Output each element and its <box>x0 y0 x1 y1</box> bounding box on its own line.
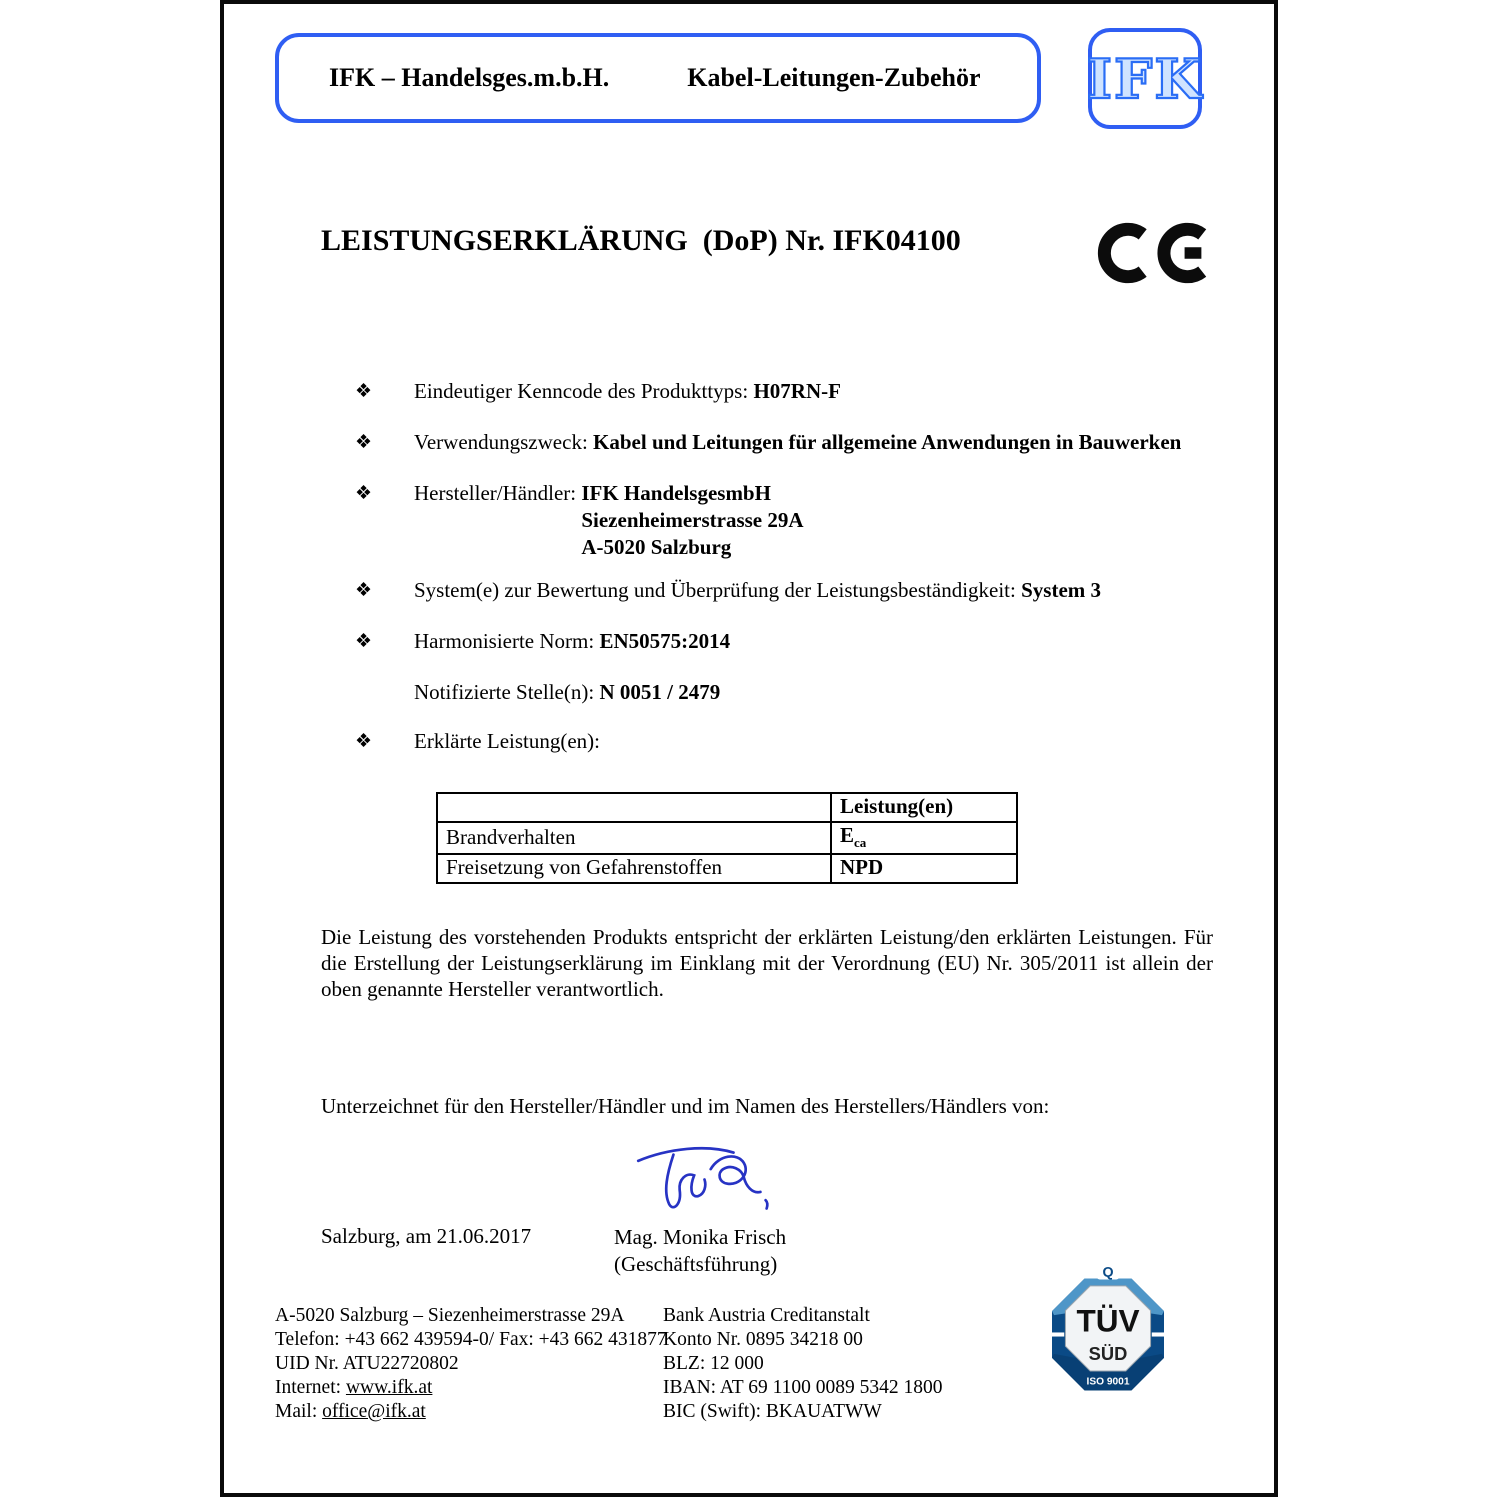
notified-body-line <box>355 679 1265 706</box>
footer-bank-block <box>663 1304 943 1424</box>
manufacturer-address: IFK HandelsgesmbH Siezenheimerstrasse 29A A-5020 Salzburg <box>581 481 804 559</box>
item-value: Kabel und Leitungen für allgemeine Anwendungen in Bauwerken <box>593 430 1182 454</box>
website-link[interactable]: www.ifk.at <box>345 1377 433 1398</box>
bullet-item-intended-use <box>355 429 1265 456</box>
bullet-item-declared-performance <box>355 728 1265 755</box>
bullet-icon: ❖ <box>355 432 373 453</box>
svg-text:TÜV: TÜV <box>1076 1302 1140 1339</box>
item-label: Harmonisierte Norm: <box>414 629 600 653</box>
table-cell-property: Freisetzung von Gefahrenstoffen <box>437 854 831 883</box>
place-date-line: Salzburg, am 21.06.2017 <box>321 1224 532 1248</box>
footer-uid: UID Nr. ATU22720802 <box>275 1353 459 1374</box>
company-header-box <box>275 33 1041 123</box>
ifk-logo-text: IFK <box>1086 46 1204 111</box>
bullet-icon: ❖ <box>355 580 373 601</box>
item-label: Verwendungszweck: <box>414 430 594 454</box>
table-cell-property: Brandverhalten <box>437 822 831 854</box>
signed-intro-line: Unterzeichnet für den Hersteller/Händler und im Namen des Herstellers/Händlers von: <box>321 1094 1050 1118</box>
table-cell-value: $E_{ca}$ <box>831 822 1017 854</box>
email-link[interactable]: office@ifk.at <box>322 1401 426 1422</box>
footer-phone-fax: Telefon: +43 662 439594-0/ Fax: +43 662 431877 <box>275 1329 667 1350</box>
bullet-icon: ❖ <box>355 381 373 402</box>
performance-table <box>436 792 1018 884</box>
item-value: EN50575:2014 <box>599 629 731 653</box>
table-header-empty <box>437 793 831 822</box>
item-value: System 3 <box>1021 578 1102 602</box>
table-cell-value: NPD <box>831 854 1017 883</box>
item-value: H07RN-F <box>753 379 841 403</box>
footer-contact-block <box>275 1304 667 1424</box>
svg-text:SÜD: SÜD <box>1088 1342 1128 1364</box>
bullet-icon: ❖ <box>355 483 373 504</box>
item-label: Notifizierte Stelle(n): <box>414 680 600 704</box>
signer-role: (Geschäftsführung) <box>614 1252 778 1276</box>
document-title: LEISTUNGSERKLÄRUNG (DoP) Nr. IFK04100 <box>321 224 961 257</box>
svg-text:ISO 9001: ISO 9001 <box>1086 1376 1130 1388</box>
bank-blz: BLZ: 12 000 <box>663 1353 764 1374</box>
item-value: N 0051 / 2479 <box>599 680 721 704</box>
bank-iban: IBAN: AT 69 1100 0089 5342 1800 <box>663 1377 943 1398</box>
company-name: IFK – Handelsges.m.b.H. <box>329 63 610 92</box>
bank-name: Bank Austria Creditanstalt <box>663 1305 870 1326</box>
footer-mail-label: Mail: <box>275 1401 323 1422</box>
bullet-icon: ❖ <box>355 631 373 652</box>
item-label: Hersteller/Händler: <box>414 481 582 505</box>
item-label: System(e) zur Bewertung und Überprüfung der Leistungsbeständigkeit: <box>414 578 1022 602</box>
company-tagline: Kabel-Leitungen-Zubehör <box>687 63 981 92</box>
table-row <box>437 854 1017 883</box>
table-header-row <box>437 793 1017 822</box>
item-label: Eindeutiger Kenncode des Produkttyps: <box>414 379 754 403</box>
table-header-leistung: Leistung(en) <box>831 793 1017 822</box>
bullet-icon: ❖ <box>355 731 373 752</box>
document-page <box>220 0 1278 1497</box>
bullet-item-product-code <box>355 378 1265 405</box>
footer-internet-label: Internet: <box>275 1377 346 1398</box>
bullet-item-harmonised-standard <box>355 628 1265 655</box>
bank-konto: Konto Nr. 0895 34218 00 <box>663 1329 863 1350</box>
ce-mark-icon <box>1096 206 1222 300</box>
bullet-item-avcp-system <box>355 577 1265 604</box>
bank-bic: BIC (Swift): BKAUATWW <box>663 1401 882 1422</box>
table-row <box>437 822 1017 854</box>
signer-block <box>614 1224 786 1278</box>
bullet-item-manufacturer <box>355 480 1265 561</box>
tuv-sued-iso9001-badge <box>1052 1262 1164 1407</box>
ifk-logo <box>1088 28 1202 129</box>
svg-text:Q: Q <box>1102 1264 1114 1281</box>
item-label: Erklärte Leistung(en): <box>414 729 601 753</box>
declaration-paragraph: Die Leistung des vorstehenden Produkts entspricht der erklärten Leistung/den erklärten Leistungen. Für die Erstellung der Leistungserklärung im Einklang mit der Verordnung (EU) Nr. 305/2011 ist allein der oben genannte Hersteller verantwortlich. <box>321 925 1213 1001</box>
signature-image <box>632 1137 777 1222</box>
footer-address: A-5020 Salzburg – Siezenheimerstrasse 29A <box>275 1305 625 1326</box>
signer-name: Mag. Monika Frisch <box>614 1225 787 1249</box>
